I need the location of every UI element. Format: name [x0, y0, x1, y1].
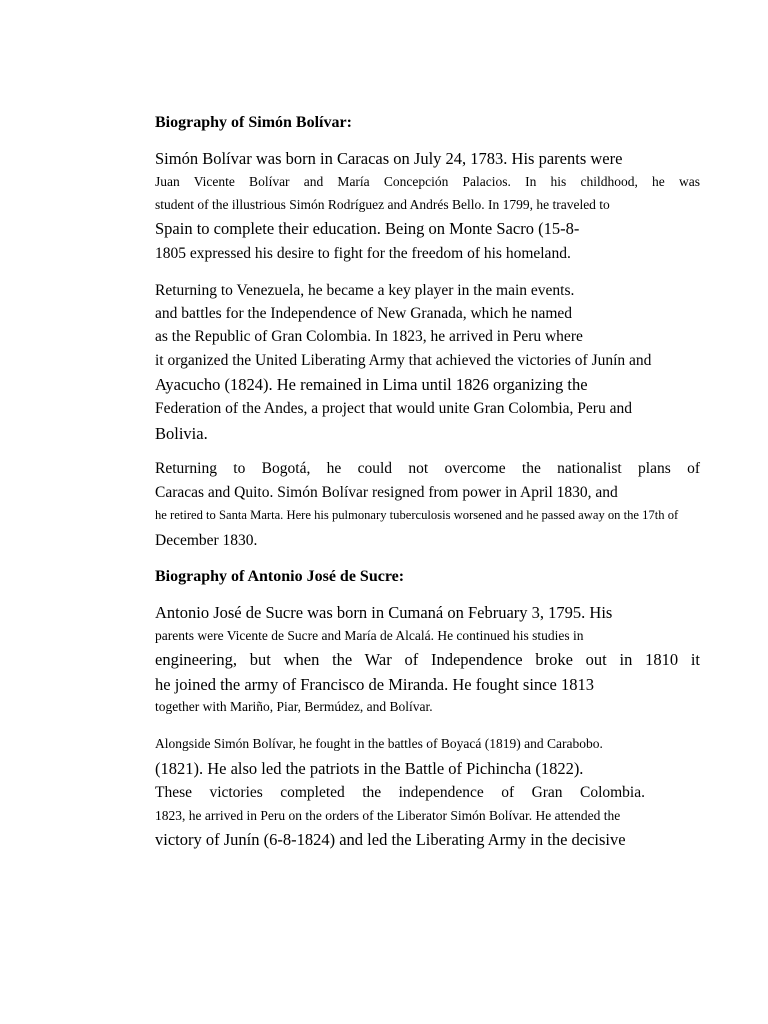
- text-line: he retired to Santa Marta. Here his pulmonary tuberculosis worsened and he passed away on the 17th of: [155, 508, 679, 522]
- text-line: Juan Vicente Bolívar and María Concepción Palacios. In his childhood, he was: [155, 174, 700, 189]
- text-line: Ayacucho (1824). He remained in Lima until 1826 organizing the: [155, 375, 588, 394]
- text-line: parents were Vicente de Sucre and María de Alcalá. He continued his studies in: [155, 628, 584, 643]
- text-line: Alongside Simón Bolívar, he fought in the battles of Boyacá (1819) and Carabobo.: [155, 736, 603, 751]
- text-line: Returning to Venezuela, he became a key player in the main events.: [155, 282, 575, 299]
- text-line: 1823, he arrived in Peru on the orders of the Liberator Simón Bolívar. He attended the: [155, 808, 621, 823]
- text-line: together with Mariño, Piar, Bermúdez, and Bolívar.: [155, 699, 433, 714]
- text-line: (1821). He also led the patriots in the Battle of Pichincha (1822).: [155, 759, 584, 778]
- text-line: victory of Junín (6-8-1824) and led the Liberating Army in the decisive: [155, 830, 626, 849]
- text-line: December 1830.: [155, 532, 258, 549]
- text-line: and battles for the Independence of New Granada, which he named: [155, 305, 573, 322]
- text-line: Returning to Bogotá, he could not overcome the nationalist plans of: [155, 460, 700, 477]
- section-heading-bolivar: Biography of Simón Bolívar:: [155, 114, 352, 131]
- text-line: Federation of the Andes, a project that would unite Gran Colombia, Peru and: [155, 400, 632, 417]
- text-line: engineering, but when the War of Independence broke out in 1810 it: [155, 650, 700, 669]
- section-heading-sucre: Biography of Antonio José de Sucre:: [155, 568, 405, 585]
- text-line: Antonio José de Sucre was born in Cumaná on February 3, 1795. His: [155, 603, 613, 622]
- text-line: Spain to complete their education. Being on Monte Sacro (15-8-: [155, 219, 580, 238]
- text-line: student of the illustrious Simón Rodríguez and Andrés Bello. In 1799, he traveled to: [155, 197, 610, 212]
- text-line: as the Republic of Gran Colombia. In 1823, he arrived in Peru where: [155, 328, 583, 345]
- text-line: Simón Bolívar was born in Caracas on July 24, 1783. His parents were: [155, 149, 623, 168]
- text-line: Bolivia.: [155, 424, 208, 443]
- text-line: it organized the United Liberating Army that achieved the victories of Junín and: [155, 352, 652, 369]
- text-line: 1805 expressed his desire to fight for the freedom of his homeland.: [155, 245, 571, 262]
- text-line: These victories completed the independence of Gran Colombia.: [155, 784, 645, 801]
- text-line: he joined the army of Francisco de Miranda. He fought since 1813: [155, 675, 594, 694]
- text-line: Caracas and Quito. Simón Bolívar resigned from power in April 1830, and: [155, 484, 618, 501]
